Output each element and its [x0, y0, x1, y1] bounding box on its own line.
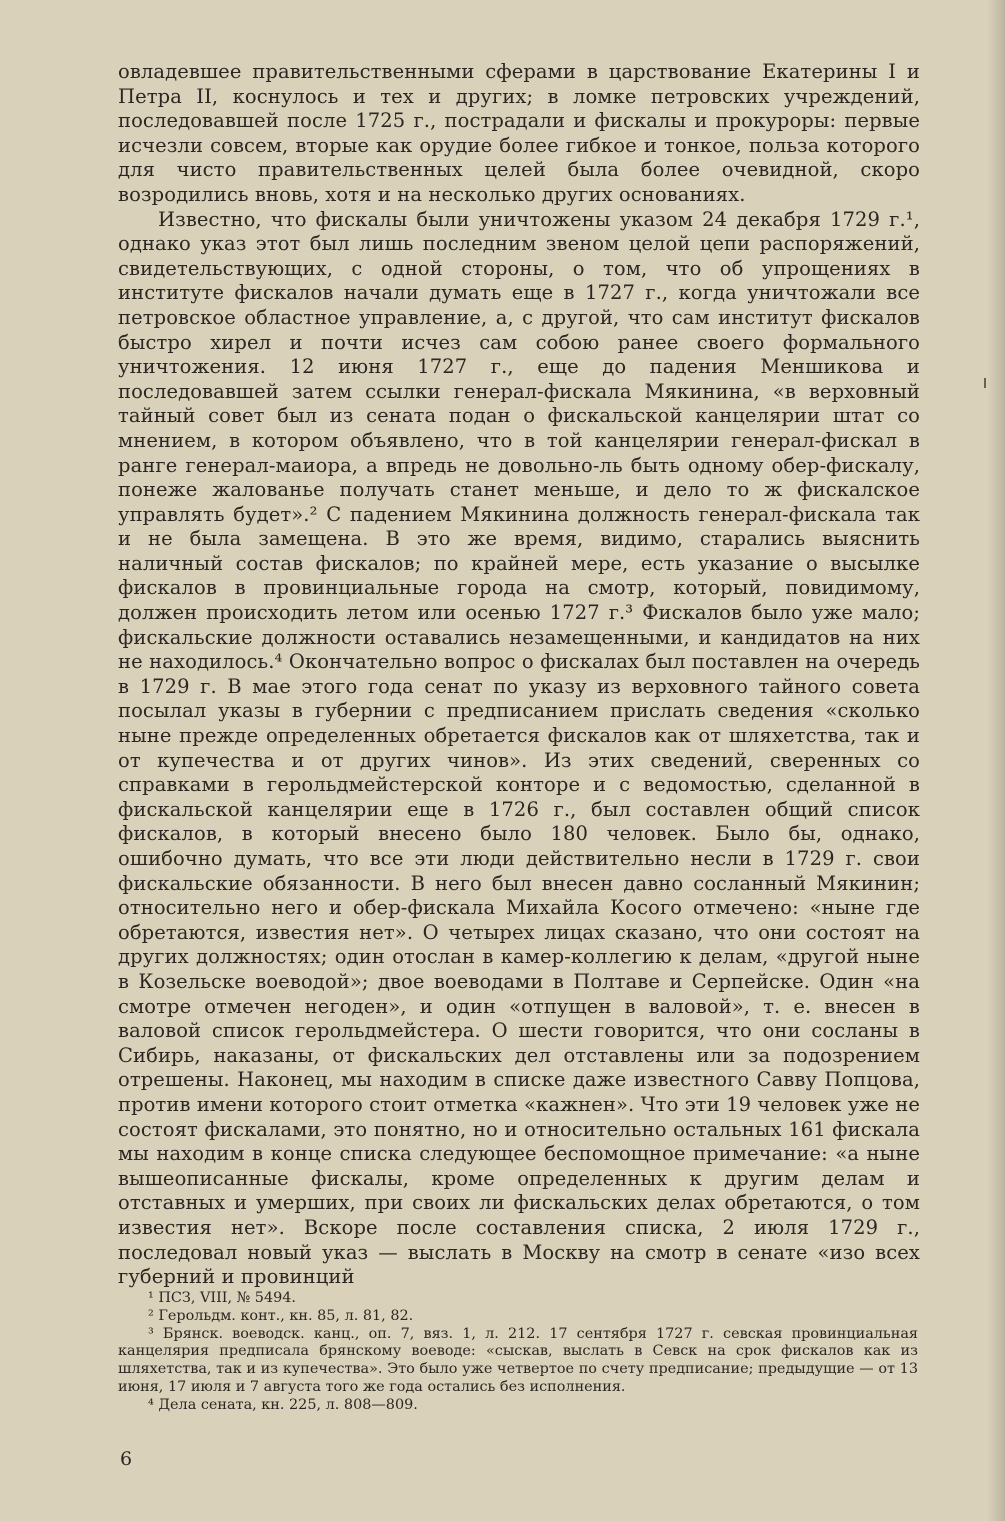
page-edge-shadow: [987, 0, 1005, 1521]
footnote-4: ⁴ Дела сената, кн. 225, л. 808—809.: [148, 1396, 418, 1413]
page-number: 6: [120, 1448, 133, 1470]
margin-mark: [984, 378, 986, 388]
footnotes: [118, 1290, 918, 1415]
footnote-2: ² Герольдм. конт., кн. 85, л. 81, 82.: [148, 1307, 414, 1324]
main-text: [118, 60, 920, 1290]
paragraph-continuation: овладевшее правительственными сферами в царствование Екатерины I и Петра II, коснулось и тех и других; в ломке петровских учреждений, последовавшей после 1725 г., пострадали и фискалы и прокуроры: первые исчезли совсем, вторые как орудие более гибкое и тонкое, польза которого для чисто правительственных целей была более очевидной, скоро возродились вновь, хотя и на несколько других основаниях.: [118, 60, 920, 206]
footnote-3: ³ Брянск. воеводск. канц., оп. 7, вяз. 1, л. 212. 17 сентября 1727 г. севская провинциальная канцелярия предписала брянскому воеводе: «сыскав, выслать в Севск на срок фискалов как из шляхетства, так и из купечества». Это было уже четвертое по счету предписание; предыдущие — от 13 июня, 17 июля и 7 августа того же года остались без исполнения.: [118, 1325, 918, 1395]
footnote-1: ¹ ПСЗ, VIII, № 5494.: [148, 1290, 297, 1306]
paragraph-fiscals: Известно, что фискалы были уничтожены указом 24 декабря 1729 г.¹, однако указ этот был лишь последним звеном целой цепи распоряжений, свидетельствующих, с одной стороны, о том, что об упрощениях в институте фискалов начали думать еще в 1727 г., когда уничтожали все петровское областное управление, а, с другой, что сам институт фискалов быстро хирел и почти исчез сам собою ранее своего формального уничтожения. 12 июня 1727 г., еще до падения Меншикова и последовавшей затем ссылки генерал-фискала Мякинина, «в верховный тайный совет был из сената подан о фискальской канцелярии штат со мнением, в котором объявлено, что в той канцелярии генерал-фискал в ранге генерал-маиора, а впредь не довольно-ль быть одному обер-фискалу, понеже жалованье получать станет меньше, и дело то ж фискалское управлять будет».² С падением Мякинина должность генерал-фискала так и не была замещена. В это же время, видимо, старались выяснить наличный состав фискалов; по крайней мере, есть указание о высылке фискалов в провинциальные города на смотр, который, повидимому, должен происходить летом или осенью 1727 г.³ Фискалов было уже мало; фискальские должности оставались незамещенными, и кандидатов на них не находилось.⁴ Окончательно вопрос о фискалах был поставлен на очередь в 1729 г. В мае этого года сенат по указу из верховного тайного совета посылал указы в губернии с предписанием прислать сведения «сколько ныне прежде определенных обретается фискалов как от шляхетства, так и от купечества и от других чинов». Из этих сведений, сверенных со справками в герольдмейстерской конторе и с ведомостью, сделанной в фискальской канцелярии еще в 1726 г., был составлен общий список фискалов, в который внесено было 180 человек. Было бы, однако, ошибочно думать, что все эти люди действительно несли в 1729 г. свои фискальские обязанности. В него был внесен давно сосланный Мякинин; относительно него и обер-фискала Михайла Косого отмечено: «ныне где обретаются, известия нет». О четырех лицах сказано, что они состоят на других должностях; один отослан в камер-коллегию к делам, «другой ныне в Козельске воеводой»; двое воеводами в Полтаве и Серпейске. Один «на смотре отмечен негоден», и один «отпущен в валовой», т. е. внесен в валовой список герольдмейстера. О шести говорится, что они сосланы в Сибирь, наказаны, от фискальских дел отставлены или за подозрением отрешены. Наконец, мы находим в списке даже известного Савву Попцова, против имени которого стоит отметка «кажнен». Что эти 19 человек уже не состоят фискалами, это понятно, но и относительно остальных 161 фискала мы находим в конце списка следующее беспомощное примечание: «а ныне вышеописанные фискалы, кроме определенных к другим делам и отставных и умерших, при своих ли фискальских делах обретаются, о том известия нет». Вскоре после составления списка, 2 июля 1729 г., последовал новый указ — выслать в Москву на смотр в сенате «изо всех губерний и провинций: [118, 207, 920, 1289]
